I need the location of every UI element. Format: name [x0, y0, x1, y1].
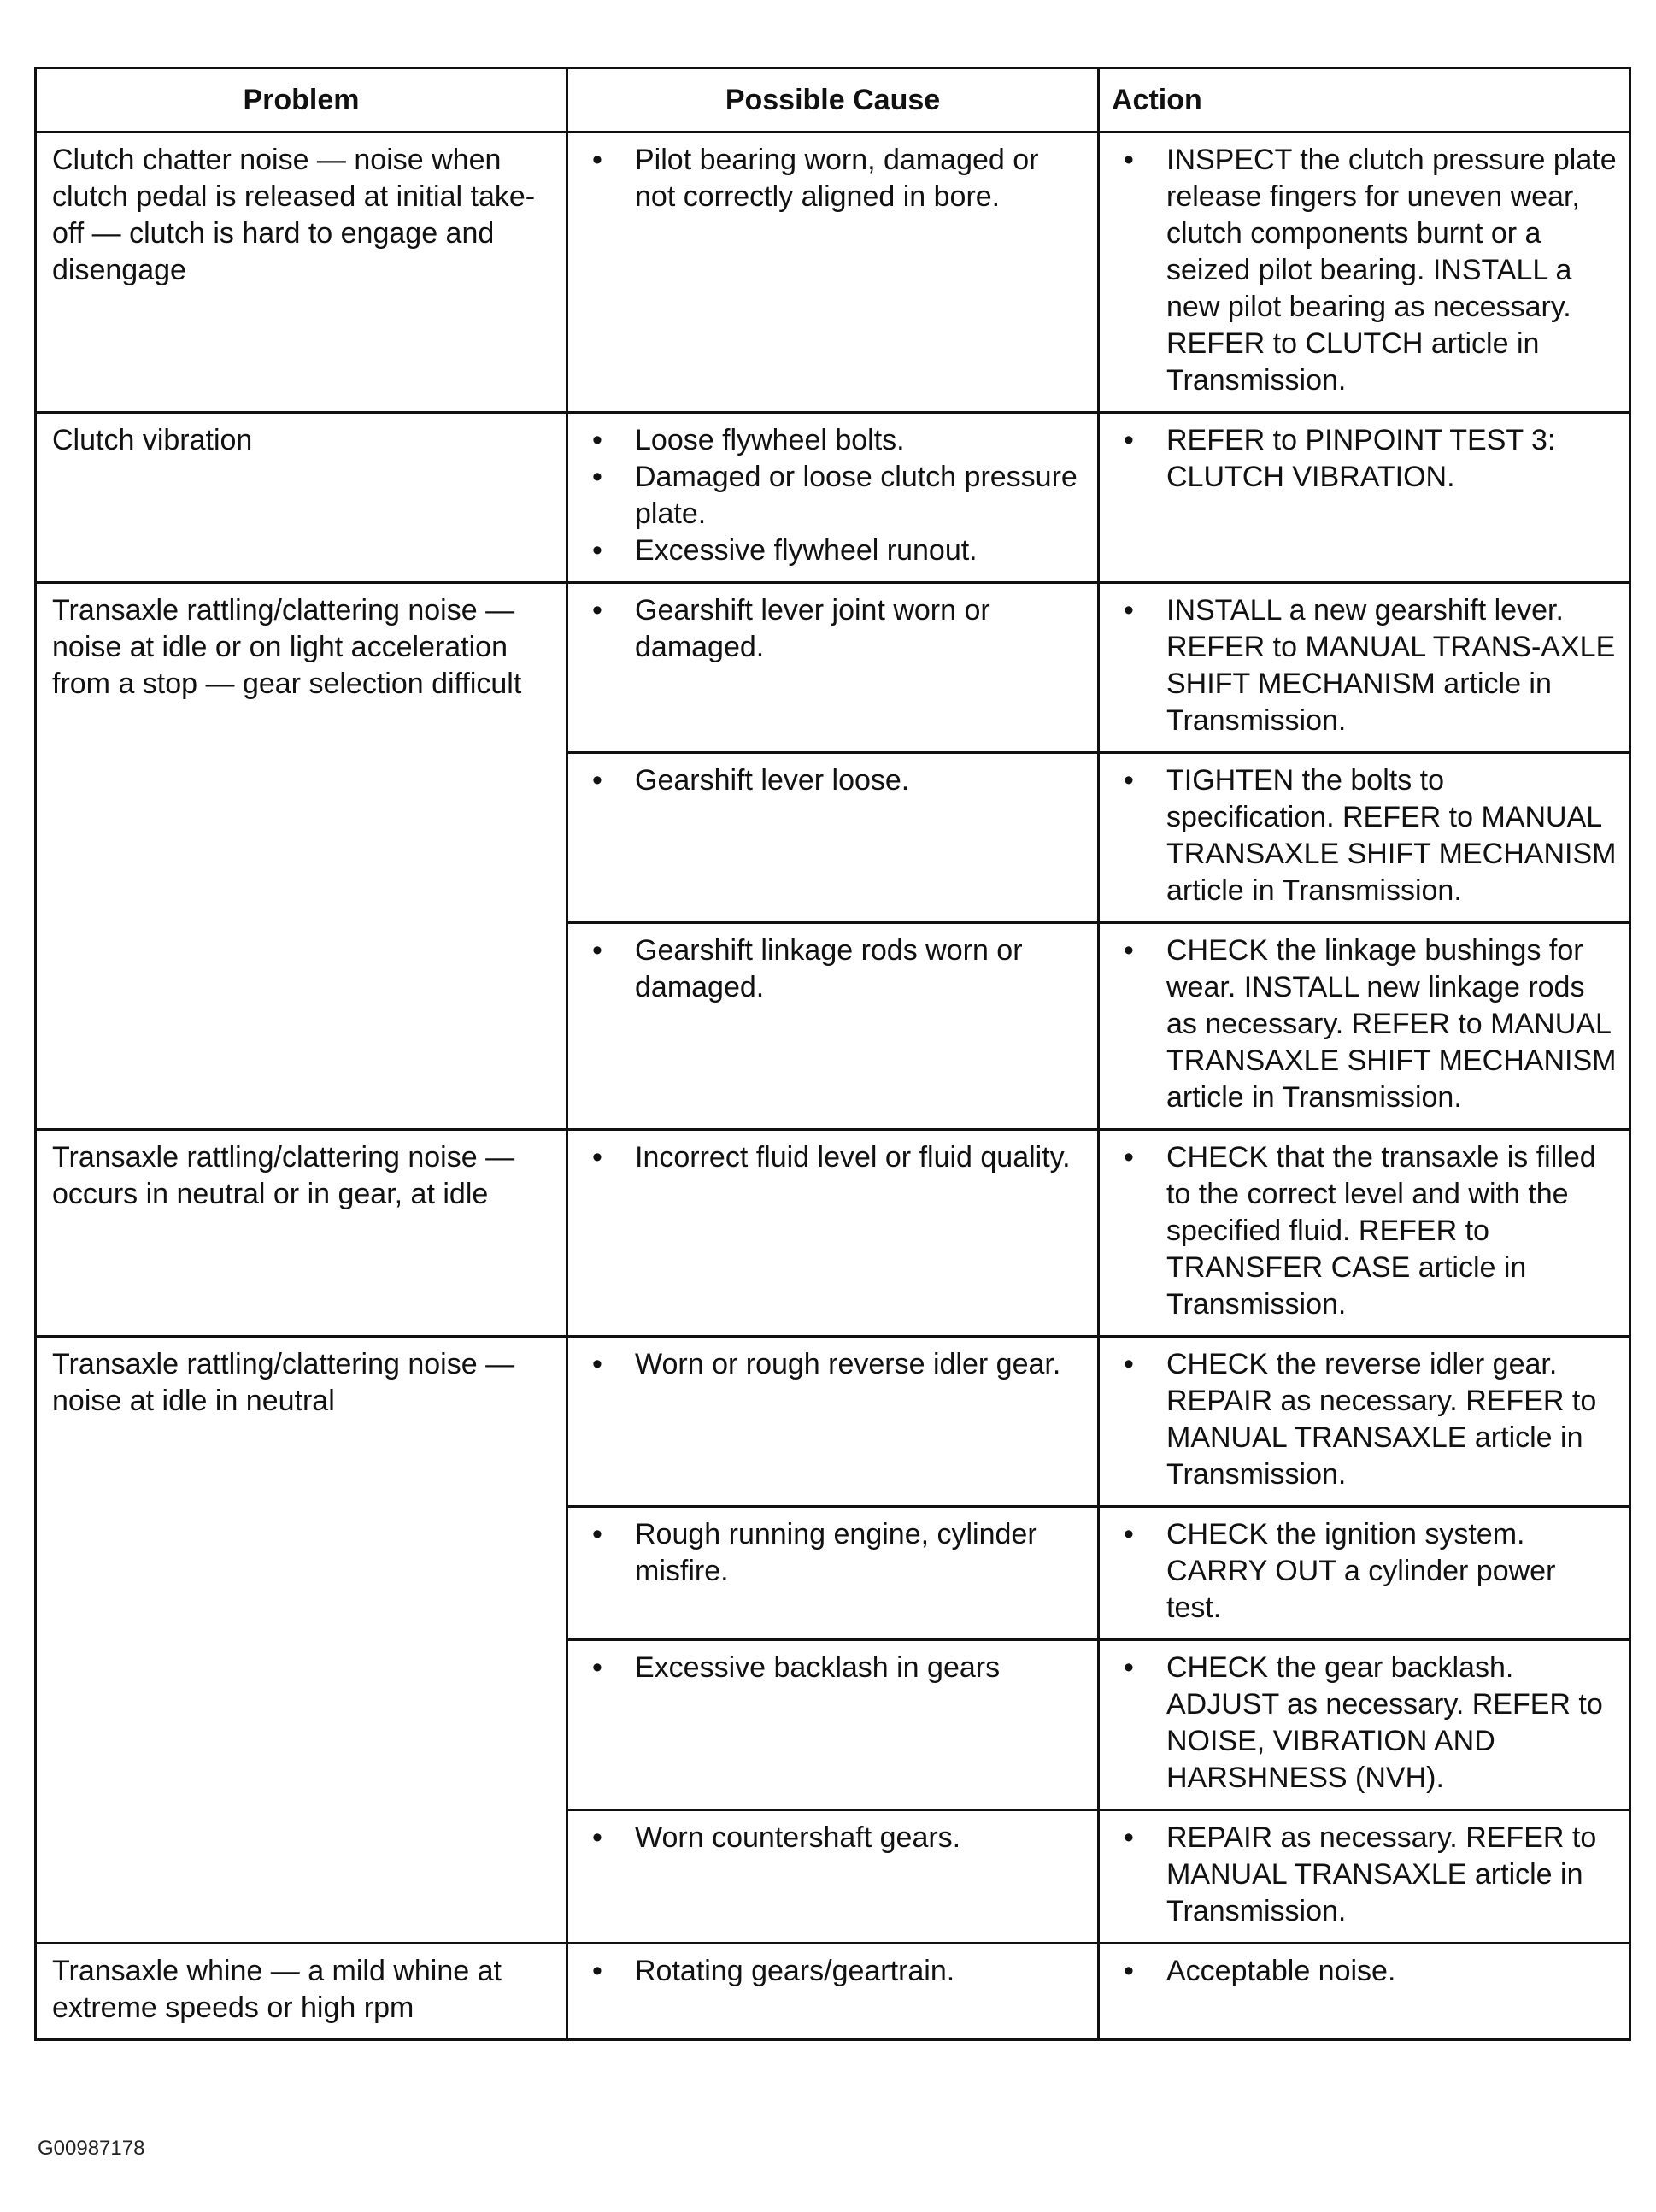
figure-id: G00987178: [38, 2137, 145, 2160]
cause-list: [584, 592, 1085, 666]
table-row: [36, 1130, 1630, 1337]
possible-cause-cell: [567, 583, 1099, 753]
action-cell: [1099, 132, 1630, 413]
action-cell: [1099, 1130, 1630, 1337]
cause-list: [584, 1953, 1085, 1990]
action-list: [1115, 1650, 1617, 1797]
possible-cause-cell: [567, 1337, 1099, 1507]
header-action: Action: [1099, 68, 1630, 132]
action-cell: [1099, 1810, 1630, 1944]
diagnosis-table: [34, 67, 1631, 2041]
cause-item: • Gearshift linkage rods worn or damaged.: [584, 932, 1085, 1006]
action-cell: [1099, 923, 1630, 1130]
cause-item: • Damaged or loose clutch pressure plate.: [584, 459, 1085, 532]
action-cell: [1099, 1640, 1630, 1810]
action-item: • CHECK the reverse idler gear. REPAIR as necessary. REFER to MANUAL TRANSAXLE article in Transmission.: [1115, 1346, 1617, 1493]
cause-item: • Gearshift lever loose.: [584, 762, 1085, 799]
problem-cell: Transaxle rattling/clattering noise — occurs in neutral or in gear, at idle: [36, 1130, 567, 1337]
possible-cause-cell: [567, 1130, 1099, 1337]
action-cell: [1099, 1507, 1630, 1640]
action-list: [1115, 1346, 1617, 1493]
possible-cause-cell: [567, 923, 1099, 1130]
problem-cell: Clutch chatter noise — noise when clutch pedal is released at initial take-off — clutch is hard to engage and disengage: [36, 132, 567, 413]
possible-cause-cell: [567, 1944, 1099, 2040]
action-item: • CHECK the ignition system. CARRY OUT a cylinder power test.: [1115, 1516, 1617, 1627]
problem-cell: Transaxle whine — a mild whine at extreme speeds or high rpm: [36, 1944, 567, 2040]
header-possible-cause: Possible Cause: [567, 68, 1099, 132]
action-item: • CHECK that the transaxle is filled to the correct level and with the specified fluid. REFER to TRANSFER CASE article in Transmission.: [1115, 1139, 1617, 1323]
cause-list: [584, 1650, 1085, 1686]
table-row: [36, 583, 1630, 753]
possible-cause-cell: [567, 1640, 1099, 1810]
action-cell: [1099, 1944, 1630, 2040]
cause-list: [584, 1139, 1085, 1176]
action-list: [1115, 1516, 1617, 1627]
table-row: [36, 1944, 1630, 2040]
cause-item: • Pilot bearing worn, damaged or not correctly aligned in bore.: [584, 142, 1085, 215]
table-row: [36, 132, 1630, 413]
cause-item: • Incorrect fluid level or fluid quality.: [584, 1139, 1085, 1176]
action-list: [1115, 1139, 1617, 1323]
cause-item: • Rotating gears/geartrain.: [584, 1953, 1085, 1990]
action-item: • REFER to PINPOINT TEST 3: CLUTCH VIBRATION.: [1115, 422, 1617, 496]
action-list: [1115, 762, 1617, 909]
cause-item: • Worn or rough reverse idler gear.: [584, 1346, 1085, 1383]
possible-cause-cell: [567, 1810, 1099, 1944]
cause-item: • Loose flywheel bolts.: [584, 422, 1085, 459]
cause-item: • Gearshift lever joint worn or damaged.: [584, 592, 1085, 666]
cause-list: [584, 1820, 1085, 1856]
action-cell: [1099, 413, 1630, 583]
cause-list: [584, 1516, 1085, 1590]
action-list: [1115, 592, 1617, 739]
action-item: • CHECK the gear backlash. ADJUST as necessary. REFER to NOISE, VIBRATION AND HARSHNESS (NVH).: [1115, 1650, 1617, 1797]
action-item: • REPAIR as necessary. REFER to MANUAL TRANSAXLE article in Transmission.: [1115, 1820, 1617, 1930]
action-list: [1115, 142, 1617, 399]
cause-list: [584, 932, 1085, 1006]
action-item: • INSTALL a new gearshift lever. REFER to MANUAL TRANS-AXLE SHIFT MECHANISM article in Transmission.: [1115, 592, 1617, 739]
action-cell: [1099, 583, 1630, 753]
problem-cell: Transaxle rattling/clattering noise — noise at idle in neutral: [36, 1337, 567, 1944]
header-row: [36, 68, 1630, 132]
action-item: • TIGHTEN the bolts to specification. REFER to MANUAL TRANSAXLE SHIFT MECHANISM article in Transmission.: [1115, 762, 1617, 909]
cause-list: [584, 422, 1085, 569]
action-item: • CHECK the linkage bushings for wear. INSTALL new linkage rods as necessary. REFER to MANUAL TRANSAXLE SHIFT MECHANISM article in Transmission.: [1115, 932, 1617, 1116]
action-item: • Acceptable noise.: [1115, 1953, 1617, 1990]
problem-cell: Clutch vibration: [36, 413, 567, 583]
action-list: [1115, 1820, 1617, 1930]
possible-cause-cell: [567, 1507, 1099, 1640]
action-list: [1115, 422, 1617, 496]
cause-list: [584, 142, 1085, 215]
cause-item: • Excessive backlash in gears: [584, 1650, 1085, 1686]
cause-list: [584, 762, 1085, 799]
cause-list: [584, 1346, 1085, 1383]
possible-cause-cell: [567, 413, 1099, 583]
cause-item: • Worn countershaft gears.: [584, 1820, 1085, 1856]
table-row: [36, 1337, 1630, 1507]
possible-cause-cell: [567, 753, 1099, 923]
table-body: [36, 132, 1630, 2040]
problem-cell: Transaxle rattling/clattering noise — noise at idle or on light acceleration from a stop — gear selection difficult: [36, 583, 567, 1130]
action-item: • INSPECT the clutch pressure plate release fingers for uneven wear, clutch components burnt or a seized pilot bearing. INSTALL a new pilot bearing as necessary. REFER to CLUTCH article in Transmission.: [1115, 142, 1617, 399]
table-row: [36, 413, 1630, 583]
action-cell: [1099, 753, 1630, 923]
action-cell: [1099, 1337, 1630, 1507]
action-list: [1115, 932, 1617, 1116]
cause-item: • Rough running engine, cylinder misfire.: [584, 1516, 1085, 1590]
cause-item: • Excessive flywheel runout.: [584, 532, 1085, 569]
action-list: [1115, 1953, 1617, 1990]
possible-cause-cell: [567, 132, 1099, 413]
header-problem: Problem: [36, 68, 567, 132]
